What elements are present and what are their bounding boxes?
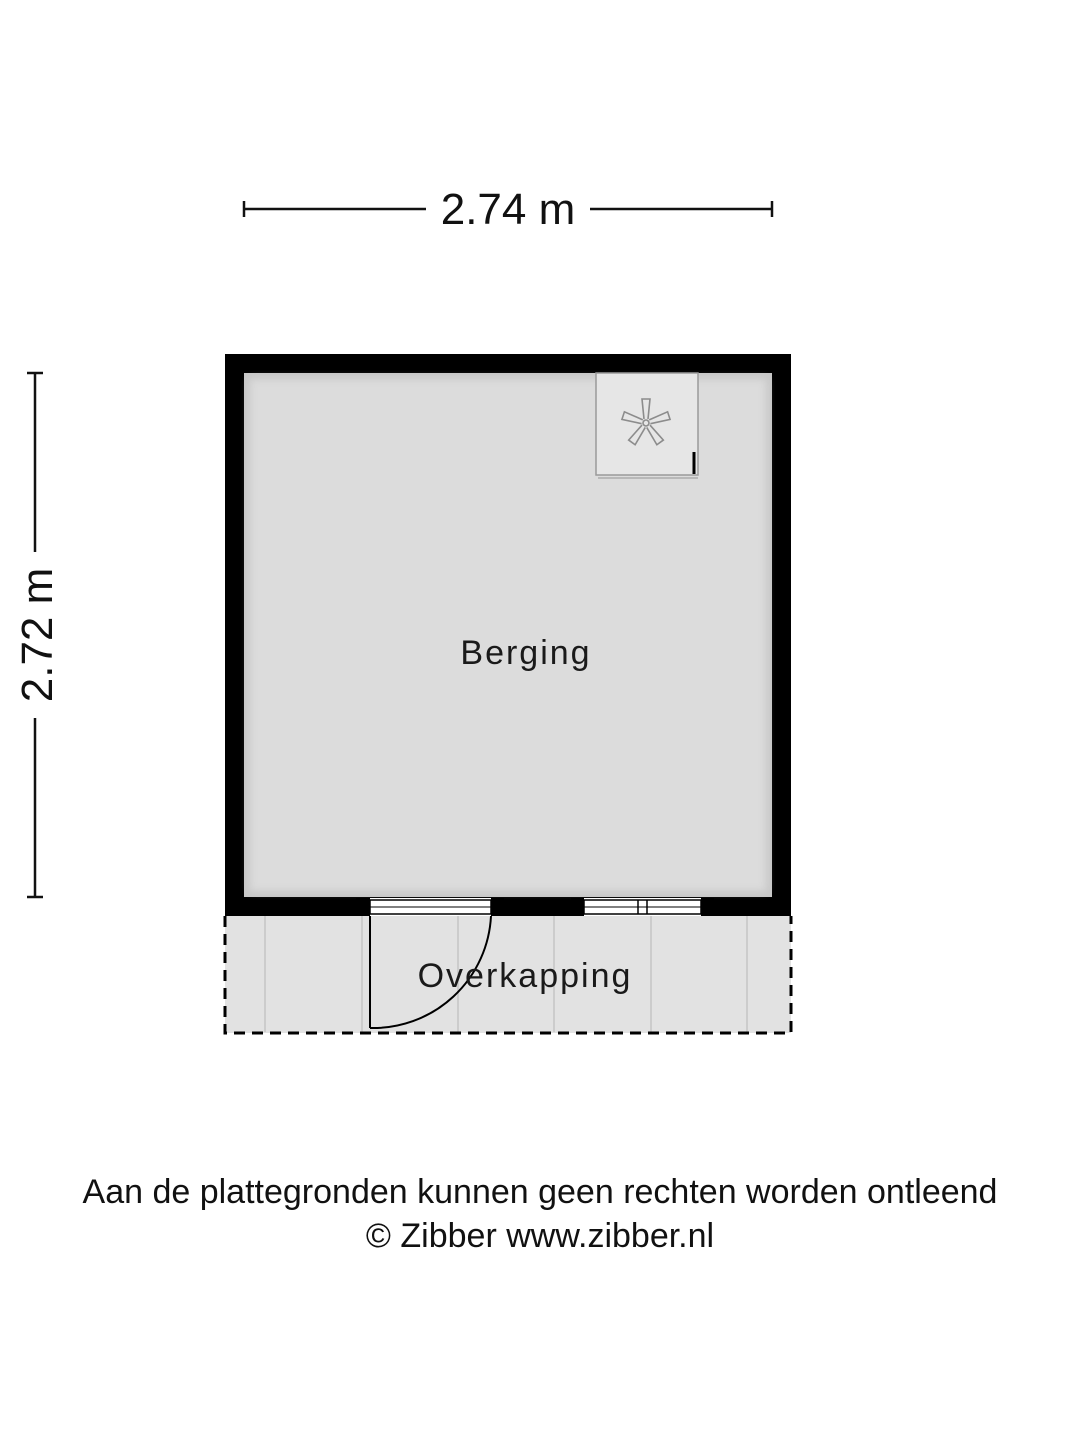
height-dimension <box>13 373 62 897</box>
footer-copyright: © Zibber www.zibber.nl <box>365 1217 715 1255</box>
height-dimension-label: 2.72 m <box>13 567 62 703</box>
window <box>571 898 714 916</box>
footer-disclaimer: Aan de plattegronden kunnen geen rechten worden ontleend <box>82 1173 998 1211</box>
room-label-berging: Berging <box>460 634 592 672</box>
width-dimension-label: 2.74 m <box>440 185 576 234</box>
width-dimension <box>244 185 772 234</box>
room-label-overkapping: Overkapping <box>417 957 633 995</box>
installation-unit <box>596 373 698 479</box>
